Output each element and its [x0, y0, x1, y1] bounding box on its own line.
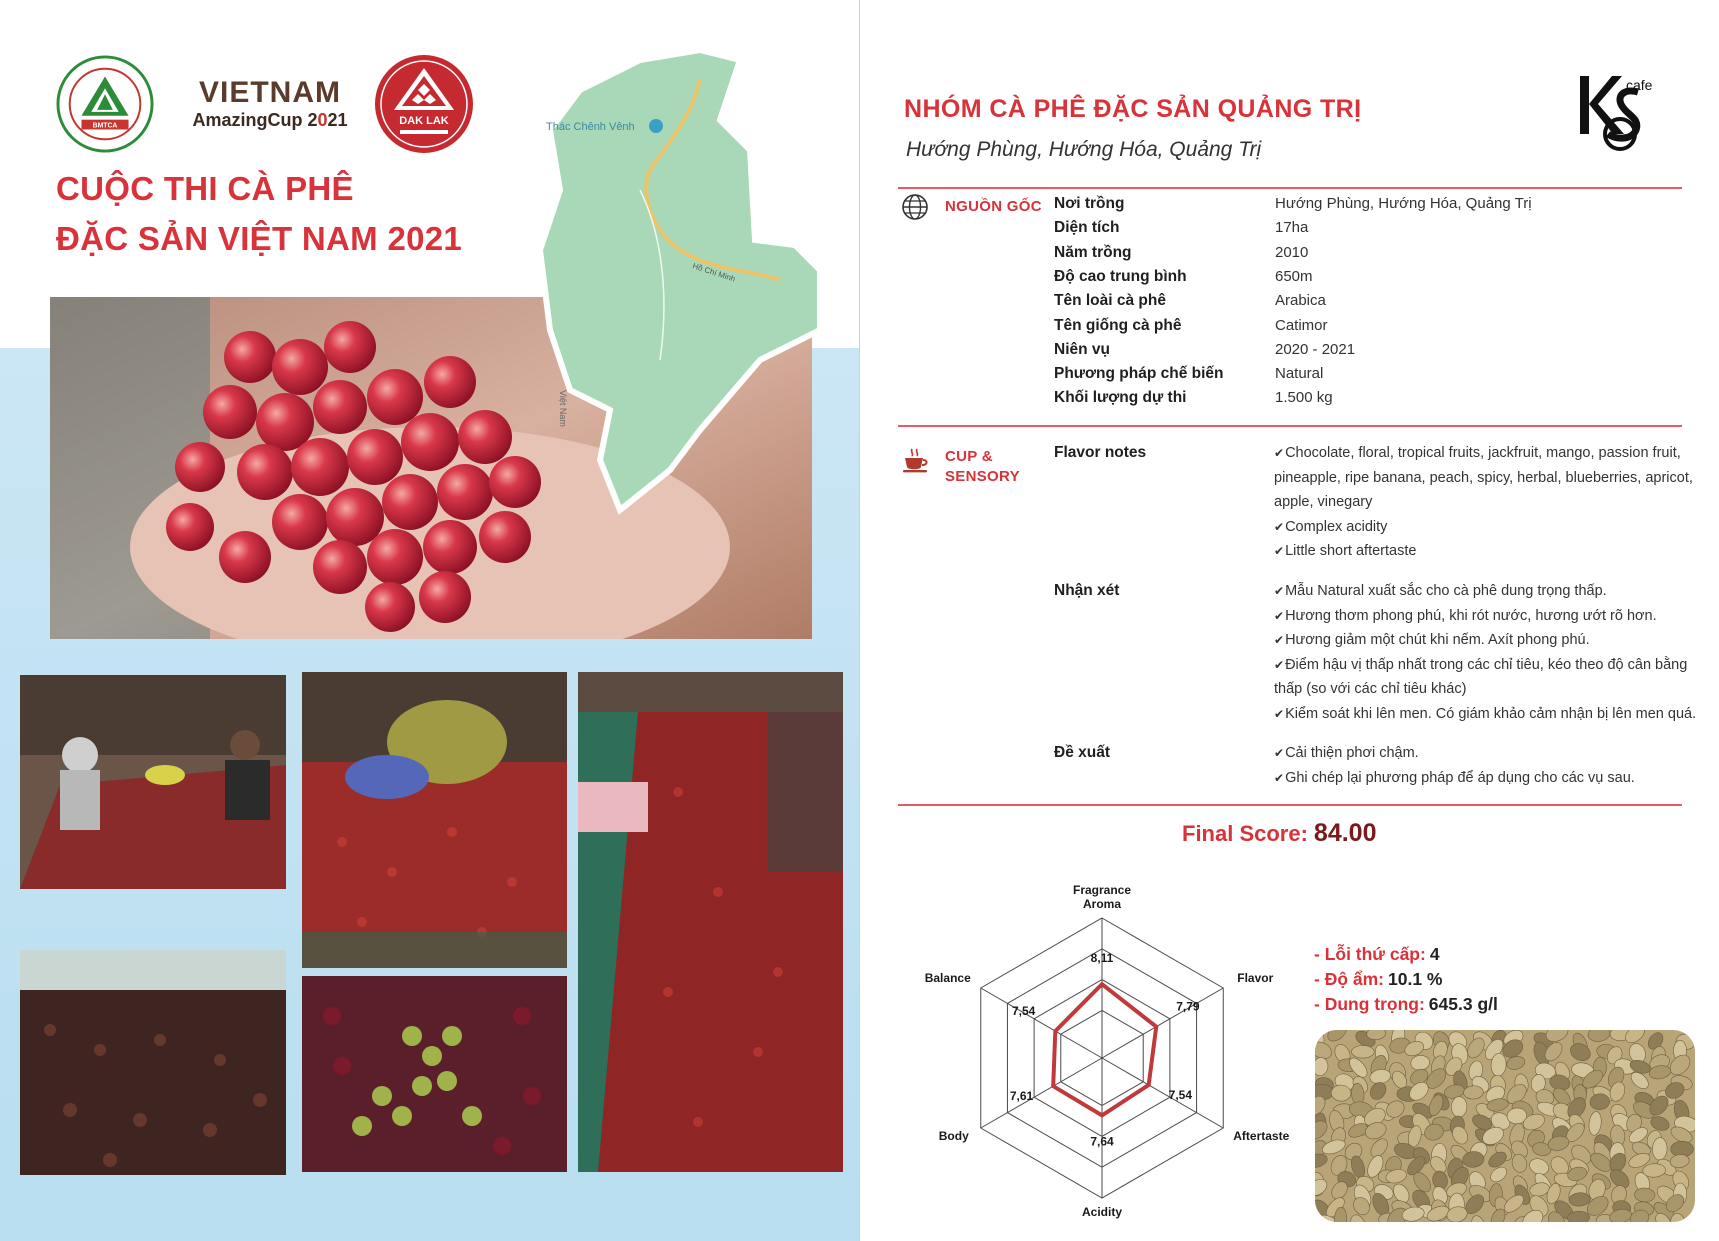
origin-row — [1054, 268, 1674, 292]
radar-value-label: 8,11 — [1090, 951, 1114, 966]
origin-row-key: Năm trồng — [1054, 243, 1132, 261]
logo-amazingcup-word: AmazingCup 2021 — [192, 110, 348, 130]
photo-dried-cherries — [20, 950, 286, 1175]
radar-spoke — [981, 988, 1102, 1058]
origin-row — [1054, 365, 1674, 389]
radar-value-label: 7,79 — [1176, 999, 1200, 1014]
bmtca-logo — [56, 55, 154, 153]
origin-row-key: Độ cao trung bình — [1054, 267, 1187, 285]
origin-row-value: 650m — [1275, 267, 1313, 285]
svg-text:Hồ Chí Minh: Hồ Chí Minh — [691, 261, 737, 284]
logo-vietnam-word: VIETNAM — [199, 76, 341, 109]
origin-row — [1054, 341, 1674, 365]
list-item: ✔Hương giảm một chút khi nếm. Axít phong phú. — [1274, 632, 1590, 648]
check-icon: ✔ — [1274, 706, 1285, 721]
divider — [898, 187, 1682, 189]
globe-icon — [900, 192, 930, 222]
radar-axis-label: Fragrance — [1072, 883, 1132, 897]
stat-item: - Dung trọng: 645.3 g/l — [1314, 994, 1498, 1014]
suggestions-list — [1274, 741, 1704, 790]
list-item: ✔Điểm hậu vị thấp nhất trong các chỉ tiêu, kéo theo độ cân bằng — [1274, 656, 1688, 673]
origin-row-key: Diện tích — [1054, 219, 1120, 237]
radar-axis-label: Flavor — [1237, 971, 1274, 985]
check-icon: ✔ — [1274, 657, 1285, 672]
photo-cherries-basket — [302, 672, 567, 968]
check-icon: ✔ — [1274, 446, 1285, 460]
origin-row-value: 17ha — [1275, 219, 1309, 237]
origin-row-value: Catimor — [1275, 316, 1328, 334]
contest-title-line2: ĐẶC SẢN VIỆT NAM 2021 — [56, 220, 463, 257]
comments-heading: Nhận xét — [1054, 582, 1120, 599]
origin-row-key: Nơi trồng — [1054, 195, 1125, 212]
check-icon: ✔ — [1274, 746, 1285, 760]
origin-row-value: Hướng Phùng, Hướng Hóa, Quảng Trị — [1275, 195, 1532, 212]
suggestion-heading: Đề xuất — [1054, 744, 1110, 761]
radar-spoke — [1102, 1058, 1223, 1128]
list-item: pineapple, ripe banana, peach, spicy, herbal, blueberries, apricot, — [1274, 469, 1693, 486]
radar-series — [1053, 984, 1156, 1115]
origin-row — [1054, 389, 1674, 413]
check-icon: ✔ — [1274, 519, 1285, 534]
radar-axis-label: Aftertaste — [1233, 1129, 1290, 1143]
check-icon: ✔ — [1274, 770, 1285, 785]
origin-row-key: Tên giống cà phê — [1054, 316, 1182, 334]
group-location: Hướng Phùng, Hướng Hóa, Quảng Trị — [906, 138, 1262, 161]
radar-axis-label: Aroma — [1082, 897, 1122, 911]
list-item: ✔Mẫu Natural xuất sắc cho cà phê dung trọng thấp. — [1274, 583, 1607, 599]
list-item: ✔Cải thiện phơi chậm. — [1274, 745, 1419, 761]
divider — [898, 425, 1682, 427]
check-icon: ✔ — [1274, 633, 1285, 647]
svg-text:Thác Chênh Vênh: Thác Chênh Vênh — [546, 121, 635, 133]
right-page — [862, 0, 1719, 1241]
radar-value-label: 7,64 — [1090, 1134, 1114, 1149]
origin-row — [1054, 195, 1674, 219]
check-icon: ✔ — [1274, 544, 1285, 558]
origin-row-key: Tên loài cà phê — [1054, 292, 1166, 310]
cup-sensory-label: CUP & SENSORY — [945, 448, 1020, 485]
list-item: ✔Chocolate, floral, tropical fruits, jackfruit, mango, passion fruit, — [1274, 445, 1681, 461]
svg-text:BMTCA: BMTCA — [92, 122, 118, 130]
photo-sorting-workers — [20, 675, 286, 889]
list-item: ✔Hương thơm phong phú, khi rót nước, hương ướt rõ hơn. — [1274, 607, 1657, 624]
svg-text:cafe: cafe — [1626, 77, 1653, 93]
origin-row-key: Niên vụ — [1054, 340, 1110, 358]
ks-cafe-logo — [1576, 70, 1656, 152]
green-beans-photo — [1315, 1030, 1695, 1222]
check-icon: ✔ — [1274, 608, 1285, 623]
origin-row-key: Phương pháp chế biến — [1054, 365, 1224, 383]
list-item: thấp (so với các chỉ tiêu khác) — [1274, 681, 1467, 697]
flavor-notes-list — [1274, 441, 1704, 564]
radar-value-label: 7,54 — [1168, 1087, 1193, 1102]
final-score-label: Final Score: — [1182, 821, 1308, 846]
radar-axis-label: Balance — [924, 971, 971, 985]
flavor-notes-heading: Flavor notes — [1054, 444, 1147, 461]
list-item: ✔Kiểm soát khi lên men. Có giám khảo cảm nhận bị lên men quá. — [1274, 705, 1697, 722]
origin-row-value: 2020 - 2021 — [1275, 340, 1356, 358]
group-title: NHÓM CÀ PHÊ ĐẶC SẢN QUẢNG TRỊ — [904, 95, 1362, 123]
vietnam-amazingcup-logo — [190, 78, 350, 138]
comments-list — [1274, 579, 1704, 726]
origin-row-value: Natural — [1275, 365, 1324, 383]
origin-row-value: Arabica — [1275, 292, 1326, 310]
contest-title-line1: CUỘC THI CÀ PHÊ — [56, 170, 354, 207]
stat-item: - Độ ẩm: 10.1 % — [1314, 969, 1443, 989]
origin-row-value: 2010 — [1275, 243, 1309, 261]
radar-axis-label: Acidity — [1081, 1205, 1123, 1219]
radar-axis-label: Body — [938, 1129, 969, 1143]
daklak-logo — [374, 54, 474, 154]
list-item: apple, vinegary — [1274, 494, 1373, 510]
origin-row — [1054, 292, 1674, 316]
list-item: ✔Ghi chép lại phương pháp để áp dụng cho các vụ sau. — [1274, 769, 1635, 786]
svg-text:DAK LAK: DAK LAK — [399, 115, 449, 127]
radar-value-label: 7,54 — [1011, 1004, 1036, 1019]
list-item: ✔Complex acidity — [1274, 518, 1388, 535]
divider — [898, 804, 1682, 806]
origin-row — [1054, 317, 1674, 341]
location-map — [520, 30, 830, 550]
final-score-value: 84.00 — [1313, 819, 1377, 847]
list-item: ✔Little short aftertaste — [1274, 543, 1417, 559]
origin-row — [1054, 219, 1674, 243]
radar-spoke — [981, 1058, 1102, 1128]
sensory-radar-chart — [902, 840, 1302, 1230]
origin-row-key: Khối lượng dự thi — [1054, 389, 1187, 407]
stat-item: - Lỗi thứ cấp: 4 — [1314, 944, 1440, 964]
radar-value-label: 7,61 — [1009, 1089, 1034, 1104]
coffee-cup-icon — [900, 445, 930, 475]
origin-label: NGUỒN GỐC — [945, 198, 1042, 215]
origin-row — [1054, 244, 1674, 268]
check-icon: ✔ — [1274, 584, 1285, 598]
origin-row-value: 1.500 kg — [1275, 389, 1333, 407]
svg-text:Việt Nam: Việt Nam — [558, 390, 568, 427]
photo-drying-beds-red — [578, 672, 843, 1172]
photo-mixed-cherries — [302, 976, 567, 1172]
